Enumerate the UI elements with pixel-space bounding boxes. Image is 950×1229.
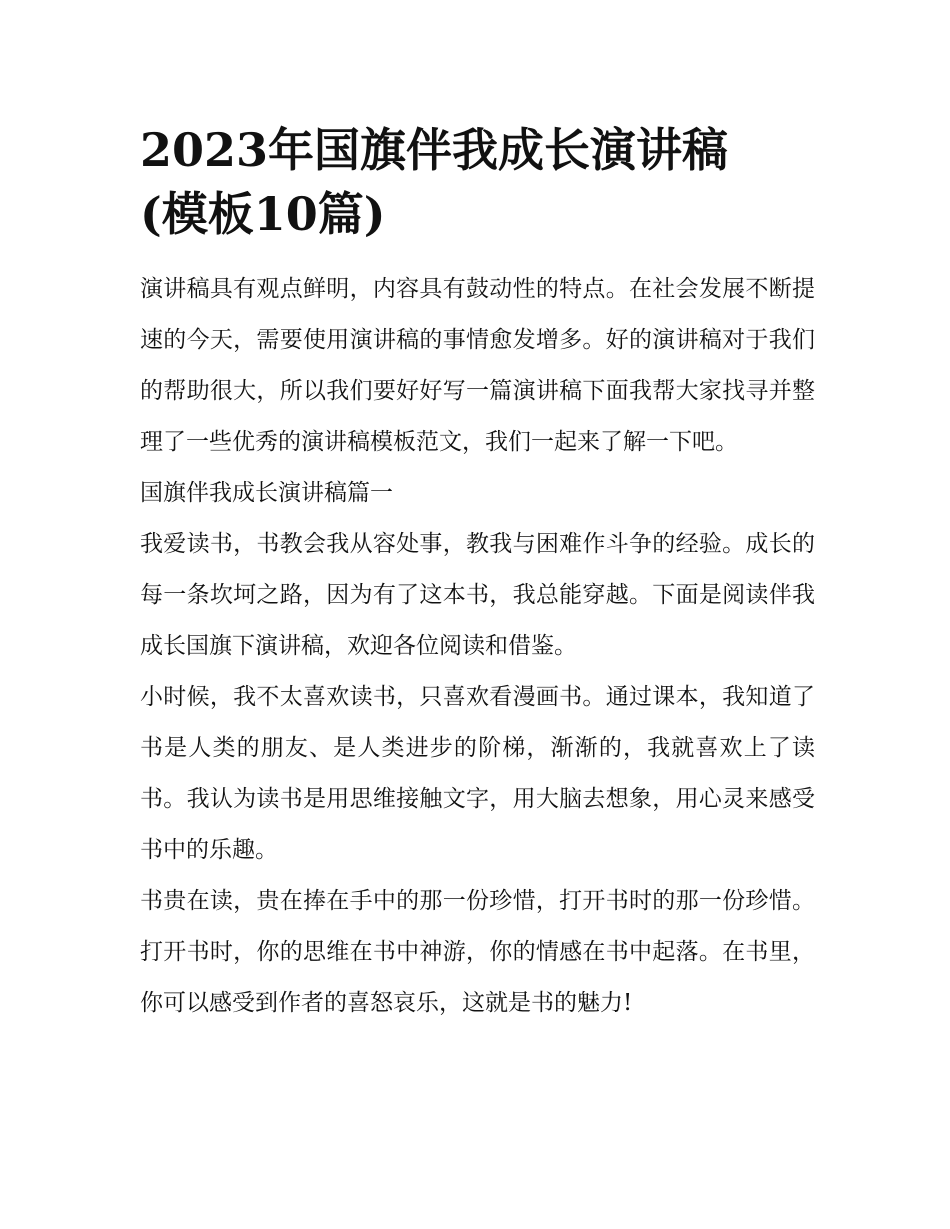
body-paragraph: 书贵在读，贵在捧在手中的那一份珍惜，打开书时的那一份珍惜。打开书时，你的思维在书中神游，你的情感在书中起落。在书里，你可以感受到作者的喜怒哀乐，这就是书的魅力! <box>140 888 815 1016</box>
body-paragraph: 小时候，我不太喜欢读书，只喜欢看漫画书。通过课本，我知道了书是人类的朋友、是人类进步的阶梯，渐渐的，我就喜欢上了读书。我认为读书是用思维接触文字，用大脑去想象，用心灵来感受书中的乐趣。 <box>140 684 815 863</box>
body-paragraph: 我爱读书，书教会我从容处事，教我与困难作斗争的经验。成长的每一条坎坷之路，因为有了这本书，我总能穿越。下面是阅读伴我成长国旗下演讲稿，欢迎各位阅读和借鉴。 <box>140 531 815 659</box>
document-page <box>140 118 815 1029</box>
section-heading: 国旗伴我成长演讲稿篇一 <box>140 480 393 506</box>
intro-paragraph: 演讲稿具有观点鲜明，内容具有鼓动性的特点。在社会发展不断提速的今天，需要使用演讲稿的事情愈发增多。好的演讲稿对于我们的帮助很大，所以我们要好好写一篇演讲稿下面我帮大家找寻并整理了一些优秀的演讲稿模板范文，我们一起来了解一下吧。 <box>140 276 815 455</box>
document-body <box>140 264 815 1029</box>
document-title: 2023年国旗伴我成长演讲稿(模板10篇) <box>140 123 729 241</box>
